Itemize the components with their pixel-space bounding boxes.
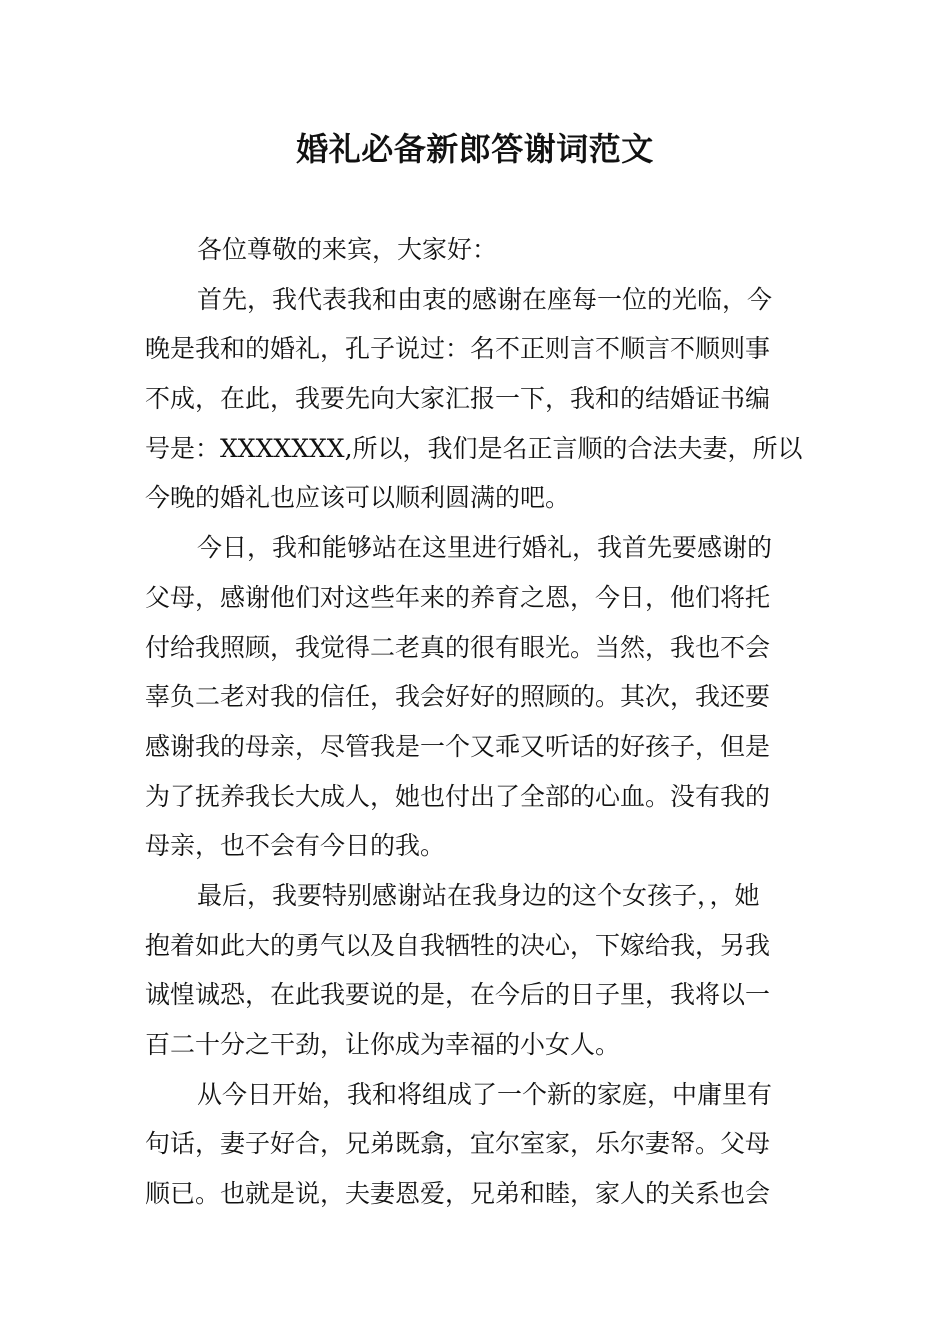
paragraph-line: 感谢我的母亲，尽管我是一个又乖又听话的好孩子，但是: [145, 731, 771, 761]
greeting-line: 各位尊敬的来宾，大家好：: [197, 235, 498, 264]
document-body: [145, 225, 807, 1219]
document-title: 婚礼必备新郎答谢词范文: [296, 130, 654, 168]
paragraph-line: 句话，妻子好合，兄弟既翕，宜尔室家，乐尔妻帑。父母: [145, 1129, 771, 1159]
paragraph-line: 今日，我和能够站在这里进行婚礼，我首先要感谢的: [197, 533, 773, 563]
paragraph-line: 顺已。也就是说，夫妻恩爱，兄弟和睦，家人的关系也会: [145, 1179, 771, 1209]
paragraph-line: 抱着如此大的勇气以及自我牺牲的决心，下嫁给我，另我: [145, 930, 771, 960]
paragraph-line: 首先，我代表我和由衷的感谢在座每一位的光临，今: [197, 284, 773, 314]
paragraph-line: 父母，感谢他们对这些年来的养育之恩，今日，他们将托: [145, 582, 771, 612]
paragraph-line: 从今日开始，我和将组成了一个新的家庭，中庸里有: [197, 1079, 773, 1109]
paragraph-line: 号是：XXXXXXX,所以，我们是名正言顺的合法夫妻，所以: [145, 433, 803, 463]
paragraph-line: 百二十分之干劲，让你成为幸福的小女人。: [145, 1030, 621, 1059]
paragraph-line: 母亲，也不会有今日的我。: [145, 831, 446, 861]
paragraph-line: 今晚的婚礼也应该可以顺利圆满的吧。: [145, 483, 571, 513]
paragraph-line: 不成，在此，我要先向大家汇报一下，我和的结婚证书编: [145, 384, 771, 414]
paragraph-line: 辜负二老对我的信任，我会好好的照顾的。其次，我还要: [145, 682, 771, 712]
paragraph-line: 诚惶诚恐，在此我要说的是，在今后的日子里，我将以一: [145, 980, 771, 1010]
paragraph-line: 晚是我和的婚礼，孔子说过：名不正则言不顺言不顺则事: [145, 334, 771, 364]
paragraph-line: 最后，我要特别感谢站在我身边的这个女孩子，，她: [197, 880, 760, 910]
paragraph-line: 付给我照顾，我觉得二老真的很有眼光。当然，我也不会: [145, 632, 771, 662]
paragraph-line: 为了抚养我长大成人，她也付出了全部的心血。没有我的: [145, 781, 771, 811]
